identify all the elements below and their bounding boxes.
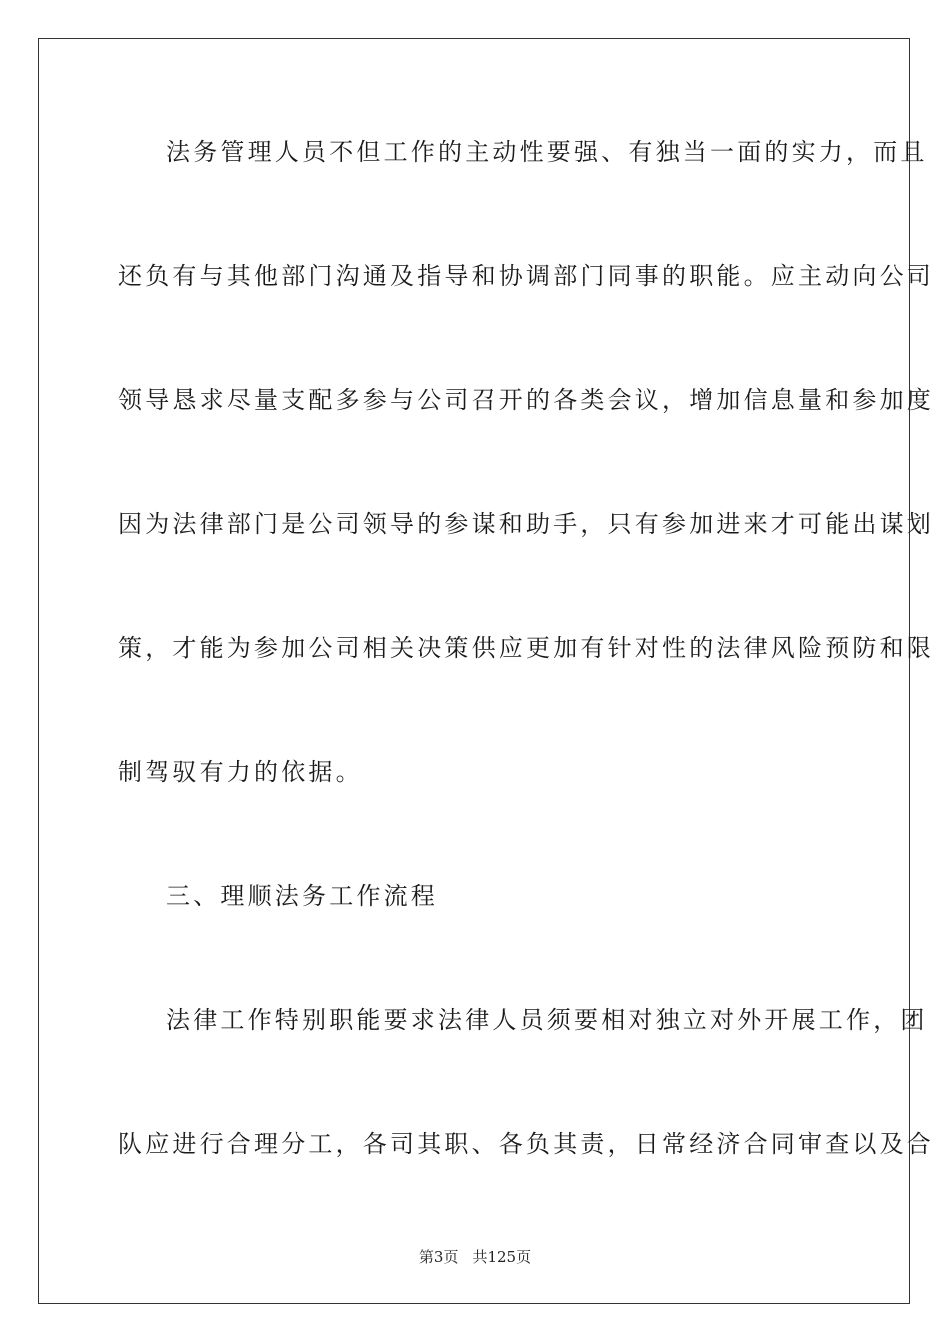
paragraph-line-2: 还负有与其他部门沟通及指导和协调部门同事的职能。应主动向公司 xyxy=(118,262,934,290)
page-number: 第3页 xyxy=(418,1248,459,1266)
page-border xyxy=(38,38,934,1304)
paragraph-line-6: 制驾驭有力的依据。 xyxy=(118,758,363,786)
page-footer xyxy=(0,1247,950,1267)
page-total: 共125页 xyxy=(472,1248,532,1266)
paragraph-line-3: 领导恳求尽量支配多参与公司召开的各类会议，增加信息量和参加度 xyxy=(118,386,934,414)
paragraph-line-7: 法律工作特别职能要求法律人员须要相对独立对外开展工作，团 xyxy=(166,1006,928,1034)
section-heading: 三、理顺法务工作流程 xyxy=(166,882,438,910)
paragraph-line-8: 队应进行合理分工，各司其职、各负其责，日常经济合同审查以及合 xyxy=(118,1130,934,1158)
paragraph-line-4: 因为法律部门是公司领导的参谋和助手，只有参加进来才可能出谋划 xyxy=(118,510,934,538)
paragraph-line-1: 法务管理人员不但工作的主动性要强、有独当一面的实力，而且 xyxy=(166,138,928,166)
paragraph-line-5: 策，才能为参加公司相关决策供应更加有针对性的法律风险预防和限 xyxy=(118,634,934,662)
